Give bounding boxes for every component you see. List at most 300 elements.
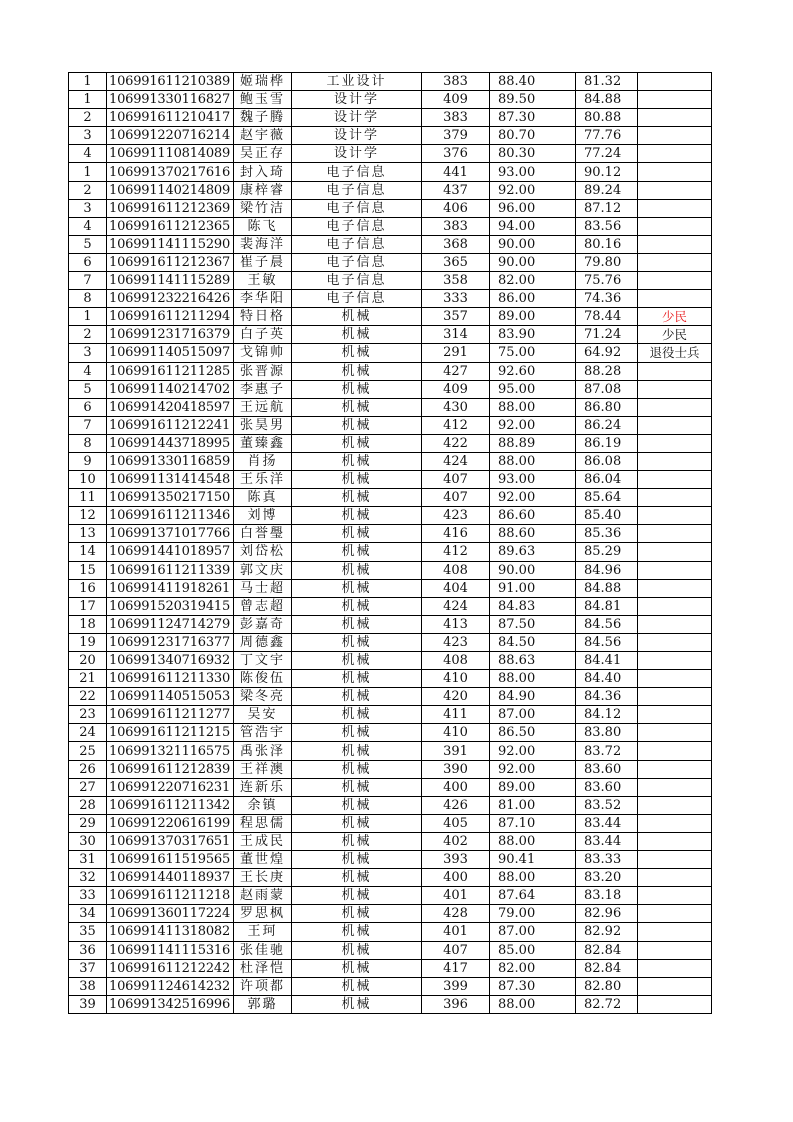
candidate-id-cell: 106991330116859 (107, 452, 234, 470)
initial-score-cell: 409 (422, 380, 490, 398)
name-cell: 赵宇薇 (234, 127, 292, 145)
total-score-cell: 81.32 (576, 73, 638, 91)
rank-cell: 35 (69, 923, 107, 941)
interview-score-cell: 93.00 (490, 471, 576, 489)
name-cell: 魏子腾 (234, 109, 292, 127)
note-cell (638, 199, 712, 217)
candidate-id-cell: 106991443718995 (107, 434, 234, 452)
initial-score-cell: 410 (422, 670, 490, 688)
candidate-id-cell: 106991611211215 (107, 724, 234, 742)
rank-cell: 20 (69, 652, 107, 670)
name-cell: 王敏 (234, 272, 292, 290)
initial-score-cell: 365 (422, 253, 490, 271)
interview-score-cell: 88.00 (490, 452, 576, 470)
name-cell: 张昊男 (234, 416, 292, 434)
major-cell: 电子信息 (292, 217, 422, 235)
initial-score-cell: 441 (422, 163, 490, 181)
table-row (69, 326, 712, 344)
rank-cell: 39 (69, 995, 107, 1013)
name-cell: 程思儒 (234, 814, 292, 832)
major-cell: 机械 (292, 615, 422, 633)
note-cell (638, 127, 712, 145)
name-cell: 吴正存 (234, 145, 292, 163)
interview-score-cell: 82.00 (490, 272, 576, 290)
total-score-cell: 83.44 (576, 814, 638, 832)
rank-cell: 9 (69, 452, 107, 470)
candidate-id-cell: 106991220716214 (107, 127, 234, 145)
candidate-id-cell: 106991140515053 (107, 688, 234, 706)
rank-cell: 14 (69, 543, 107, 561)
note-cell (638, 507, 712, 525)
major-cell: 机械 (292, 380, 422, 398)
total-score-cell: 84.88 (576, 579, 638, 597)
note-cell (638, 272, 712, 290)
table-row (69, 73, 712, 91)
initial-score-cell: 424 (422, 597, 490, 615)
total-score-cell: 85.40 (576, 507, 638, 525)
interview-score-cell: 89.50 (490, 91, 576, 109)
major-cell: 机械 (292, 796, 422, 814)
total-score-cell: 84.88 (576, 91, 638, 109)
major-cell: 机械 (292, 832, 422, 850)
table-row (69, 199, 712, 217)
major-cell: 设计学 (292, 109, 422, 127)
candidate-id-cell: 106991131414548 (107, 471, 234, 489)
name-cell: 连新乐 (234, 778, 292, 796)
note-cell (638, 832, 712, 850)
initial-score-cell: 383 (422, 109, 490, 127)
name-cell: 白誉璺 (234, 525, 292, 543)
candidate-id-cell: 106991231716377 (107, 633, 234, 651)
candidate-id-cell: 106991441018957 (107, 543, 234, 561)
candidate-id-cell: 106991611212241 (107, 416, 234, 434)
total-score-cell: 86.08 (576, 452, 638, 470)
rank-cell: 37 (69, 959, 107, 977)
rank-cell: 8 (69, 290, 107, 308)
name-cell: 曾志超 (234, 597, 292, 615)
name-cell: 特日格 (234, 308, 292, 326)
interview-score-cell: 79.00 (490, 905, 576, 923)
rank-cell: 1 (69, 73, 107, 91)
rank-cell: 11 (69, 489, 107, 507)
total-score-cell: 85.36 (576, 525, 638, 543)
rank-cell: 8 (69, 434, 107, 452)
rank-cell: 15 (69, 561, 107, 579)
name-cell: 禹张泽 (234, 742, 292, 760)
name-cell: 陈飞 (234, 217, 292, 235)
name-cell: 王祥澳 (234, 760, 292, 778)
total-score-cell: 84.56 (576, 615, 638, 633)
initial-score-cell: 430 (422, 398, 490, 416)
table-row (69, 615, 712, 633)
total-score-cell: 82.72 (576, 995, 638, 1013)
table-row (69, 742, 712, 760)
initial-score-cell: 368 (422, 235, 490, 253)
table-row (69, 235, 712, 253)
major-cell: 机械 (292, 633, 422, 651)
rank-cell: 34 (69, 905, 107, 923)
note-cell (638, 796, 712, 814)
major-cell: 机械 (292, 344, 422, 362)
note-cell (638, 380, 712, 398)
initial-score-cell: 422 (422, 434, 490, 452)
major-cell: 设计学 (292, 91, 422, 109)
initial-score-cell: 408 (422, 561, 490, 579)
initial-score-cell: 412 (422, 543, 490, 561)
interview-score-cell: 88.00 (490, 869, 576, 887)
name-cell: 董臻鑫 (234, 434, 292, 452)
name-cell: 李华阳 (234, 290, 292, 308)
major-cell: 机械 (292, 887, 422, 905)
table-row (69, 561, 712, 579)
interview-score-cell: 92.00 (490, 760, 576, 778)
interview-score-cell: 93.00 (490, 163, 576, 181)
table-row (69, 91, 712, 109)
note-cell (638, 941, 712, 959)
table-row (69, 525, 712, 543)
interview-score-cell: 95.00 (490, 380, 576, 398)
major-cell: 机械 (292, 959, 422, 977)
major-cell: 机械 (292, 543, 422, 561)
initial-score-cell: 401 (422, 923, 490, 941)
note-cell (638, 724, 712, 742)
rank-cell: 29 (69, 814, 107, 832)
note-cell (638, 633, 712, 651)
major-cell: 机械 (292, 670, 422, 688)
total-score-cell: 82.80 (576, 977, 638, 995)
interview-score-cell: 87.64 (490, 887, 576, 905)
table-row (69, 959, 712, 977)
note-cell (638, 398, 712, 416)
initial-score-cell: 407 (422, 941, 490, 959)
interview-score-cell: 92.00 (490, 489, 576, 507)
table-row (69, 579, 712, 597)
table-row (69, 887, 712, 905)
total-score-cell: 87.08 (576, 380, 638, 398)
name-cell: 许项都 (234, 977, 292, 995)
initial-score-cell: 396 (422, 995, 490, 1013)
note-cell (638, 561, 712, 579)
interview-score-cell: 88.60 (490, 525, 576, 543)
note-cell (638, 525, 712, 543)
initial-score-cell: 402 (422, 832, 490, 850)
note-cell (638, 452, 712, 470)
initial-score-cell: 333 (422, 290, 490, 308)
total-score-cell: 75.76 (576, 272, 638, 290)
major-cell: 机械 (292, 778, 422, 796)
candidate-id-cell: 106991411918261 (107, 579, 234, 597)
initial-score-cell: 413 (422, 615, 490, 633)
rank-cell: 7 (69, 416, 107, 434)
total-score-cell: 90.12 (576, 163, 638, 181)
interview-score-cell: 88.89 (490, 434, 576, 452)
major-cell: 机械 (292, 851, 422, 869)
major-cell: 机械 (292, 742, 422, 760)
total-score-cell: 83.60 (576, 760, 638, 778)
table-row (69, 869, 712, 887)
table-body (69, 73, 712, 1014)
table-row (69, 796, 712, 814)
table-row (69, 127, 712, 145)
note-cell (638, 73, 712, 91)
major-cell: 机械 (292, 489, 422, 507)
name-cell: 白子英 (234, 326, 292, 344)
candidate-id-cell: 106991124714279 (107, 615, 234, 633)
name-cell: 梁竹洁 (234, 199, 292, 217)
table-row (69, 181, 712, 199)
candidate-id-cell: 106991141115316 (107, 941, 234, 959)
interview-score-cell: 96.00 (490, 199, 576, 217)
name-cell: 肖扬 (234, 452, 292, 470)
initial-score-cell: 400 (422, 778, 490, 796)
initial-score-cell: 399 (422, 977, 490, 995)
total-score-cell: 83.52 (576, 796, 638, 814)
note-cell (638, 814, 712, 832)
table-row (69, 851, 712, 869)
total-score-cell: 83.56 (576, 217, 638, 235)
total-score-cell: 84.41 (576, 652, 638, 670)
rank-cell: 3 (69, 199, 107, 217)
initial-score-cell: 379 (422, 127, 490, 145)
initial-score-cell: 409 (422, 91, 490, 109)
interview-score-cell: 90.00 (490, 253, 576, 271)
interview-score-cell: 92.00 (490, 742, 576, 760)
major-cell: 电子信息 (292, 272, 422, 290)
total-score-cell: 83.20 (576, 869, 638, 887)
initial-score-cell: 411 (422, 706, 490, 724)
note-cell (638, 923, 712, 941)
major-cell: 机械 (292, 706, 422, 724)
note-cell (638, 181, 712, 199)
rank-cell: 4 (69, 217, 107, 235)
candidate-id-cell: 106991370317651 (107, 832, 234, 850)
candidate-id-cell: 106991611212365 (107, 217, 234, 235)
interview-score-cell: 90.41 (490, 851, 576, 869)
rank-cell: 31 (69, 851, 107, 869)
total-score-cell: 84.56 (576, 633, 638, 651)
initial-score-cell: 416 (422, 525, 490, 543)
total-score-cell: 64.92 (576, 344, 638, 362)
major-cell: 机械 (292, 471, 422, 489)
rank-cell: 10 (69, 471, 107, 489)
note-cell (638, 217, 712, 235)
candidate-id-cell: 106991611211342 (107, 796, 234, 814)
note-cell (638, 706, 712, 724)
note-cell (638, 145, 712, 163)
note-cell (638, 163, 712, 181)
rank-cell: 19 (69, 633, 107, 651)
table-row (69, 163, 712, 181)
major-cell: 机械 (292, 362, 422, 380)
interview-score-cell: 91.00 (490, 579, 576, 597)
initial-score-cell: 357 (422, 308, 490, 326)
note-cell (638, 760, 712, 778)
rank-cell: 24 (69, 724, 107, 742)
major-cell: 机械 (292, 977, 422, 995)
candidate-id-cell: 106991611211294 (107, 308, 234, 326)
table-row (69, 778, 712, 796)
table-row (69, 507, 712, 525)
name-cell: 管浩宇 (234, 724, 292, 742)
note-cell: 退役士兵 (638, 344, 712, 362)
candidate-id-cell: 106991611519565 (107, 851, 234, 869)
interview-score-cell: 86.00 (490, 290, 576, 308)
major-cell: 机械 (292, 579, 422, 597)
rank-cell: 18 (69, 615, 107, 633)
note-cell (638, 869, 712, 887)
table-row (69, 362, 712, 380)
name-cell: 王乐洋 (234, 471, 292, 489)
interview-score-cell: 84.83 (490, 597, 576, 615)
initial-score-cell: 404 (422, 579, 490, 597)
total-score-cell: 82.84 (576, 959, 638, 977)
note-cell (638, 91, 712, 109)
name-cell: 郭文庆 (234, 561, 292, 579)
note-cell (638, 579, 712, 597)
major-cell: 机械 (292, 507, 422, 525)
table-row (69, 416, 712, 434)
total-score-cell: 88.28 (576, 362, 638, 380)
table-row (69, 344, 712, 362)
table-row (69, 471, 712, 489)
name-cell: 王长庚 (234, 869, 292, 887)
total-score-cell: 84.81 (576, 597, 638, 615)
major-cell: 电子信息 (292, 181, 422, 199)
initial-score-cell: 426 (422, 796, 490, 814)
initial-score-cell: 407 (422, 471, 490, 489)
candidate-id-cell: 106991611211330 (107, 670, 234, 688)
major-cell: 电子信息 (292, 235, 422, 253)
name-cell: 康梓睿 (234, 181, 292, 199)
note-cell (638, 434, 712, 452)
rank-cell: 33 (69, 887, 107, 905)
total-score-cell: 74.36 (576, 290, 638, 308)
major-cell: 机械 (292, 814, 422, 832)
initial-score-cell: 437 (422, 181, 490, 199)
initial-score-cell: 383 (422, 217, 490, 235)
name-cell: 王远航 (234, 398, 292, 416)
table-row (69, 597, 712, 615)
total-score-cell: 78.44 (576, 308, 638, 326)
initial-score-cell: 408 (422, 652, 490, 670)
total-score-cell: 84.36 (576, 688, 638, 706)
major-cell: 设计学 (292, 127, 422, 145)
note-cell: 少民 (638, 326, 712, 344)
candidate-id-cell: 106991140515097 (107, 344, 234, 362)
major-cell: 机械 (292, 326, 422, 344)
interview-score-cell: 86.60 (490, 507, 576, 525)
name-cell: 罗思枫 (234, 905, 292, 923)
candidate-id-cell: 106991231716379 (107, 326, 234, 344)
total-score-cell: 82.96 (576, 905, 638, 923)
candidate-id-cell: 106991141115289 (107, 272, 234, 290)
interview-score-cell: 83.90 (490, 326, 576, 344)
interview-score-cell: 87.10 (490, 814, 576, 832)
rank-cell: 12 (69, 507, 107, 525)
candidate-id-cell: 106991220716231 (107, 778, 234, 796)
candidate-id-cell: 106991611211339 (107, 561, 234, 579)
total-score-cell: 79.80 (576, 253, 638, 271)
table-row (69, 253, 712, 271)
initial-score-cell: 410 (422, 724, 490, 742)
rank-cell: 16 (69, 579, 107, 597)
note-cell (638, 253, 712, 271)
note-cell (638, 471, 712, 489)
note-cell (638, 543, 712, 561)
total-score-cell: 83.33 (576, 851, 638, 869)
candidate-id-cell: 106991411318082 (107, 923, 234, 941)
rank-cell: 1 (69, 308, 107, 326)
total-score-cell: 86.80 (576, 398, 638, 416)
rank-cell: 5 (69, 380, 107, 398)
rank-cell: 13 (69, 525, 107, 543)
major-cell: 机械 (292, 434, 422, 452)
name-cell: 杜泽恺 (234, 959, 292, 977)
note-cell (638, 597, 712, 615)
note-cell (638, 235, 712, 253)
candidate-id-cell: 106991360117224 (107, 905, 234, 923)
name-cell: 董世煌 (234, 851, 292, 869)
note-cell: 少民 (638, 308, 712, 326)
note-cell (638, 778, 712, 796)
table-row (69, 652, 712, 670)
name-cell: 王珂 (234, 923, 292, 941)
note-cell (638, 995, 712, 1013)
interview-score-cell: 75.00 (490, 344, 576, 362)
initial-score-cell: 358 (422, 272, 490, 290)
rank-cell: 6 (69, 398, 107, 416)
rank-cell: 1 (69, 91, 107, 109)
name-cell: 赵雨蒙 (234, 887, 292, 905)
total-score-cell: 83.18 (576, 887, 638, 905)
initial-score-cell: 401 (422, 887, 490, 905)
note-cell (638, 416, 712, 434)
total-score-cell: 71.24 (576, 326, 638, 344)
name-cell: 裴海洋 (234, 235, 292, 253)
interview-score-cell: 88.00 (490, 398, 576, 416)
note-cell (638, 489, 712, 507)
interview-score-cell: 87.30 (490, 977, 576, 995)
total-score-cell: 85.64 (576, 489, 638, 507)
table-row (69, 670, 712, 688)
candidate-id-cell: 106991124614232 (107, 977, 234, 995)
initial-score-cell: 383 (422, 73, 490, 91)
initial-score-cell: 423 (422, 507, 490, 525)
interview-score-cell: 89.00 (490, 308, 576, 326)
note-cell (638, 851, 712, 869)
major-cell: 机械 (292, 905, 422, 923)
interview-score-cell: 84.50 (490, 633, 576, 651)
major-cell: 机械 (292, 308, 422, 326)
total-score-cell: 83.80 (576, 724, 638, 742)
interview-score-cell: 87.00 (490, 706, 576, 724)
rank-cell: 5 (69, 235, 107, 253)
note-cell (638, 887, 712, 905)
table-row (69, 217, 712, 235)
total-score-cell: 85.29 (576, 543, 638, 561)
table-row (69, 977, 712, 995)
total-score-cell: 80.16 (576, 235, 638, 253)
interview-score-cell: 80.70 (490, 127, 576, 145)
rank-cell: 26 (69, 760, 107, 778)
interview-score-cell: 86.50 (490, 724, 576, 742)
table-row (69, 308, 712, 326)
table-row (69, 145, 712, 163)
interview-score-cell: 89.00 (490, 778, 576, 796)
name-cell: 梁冬亮 (234, 688, 292, 706)
candidate-id-cell: 106991520319415 (107, 597, 234, 615)
rank-cell: 25 (69, 742, 107, 760)
